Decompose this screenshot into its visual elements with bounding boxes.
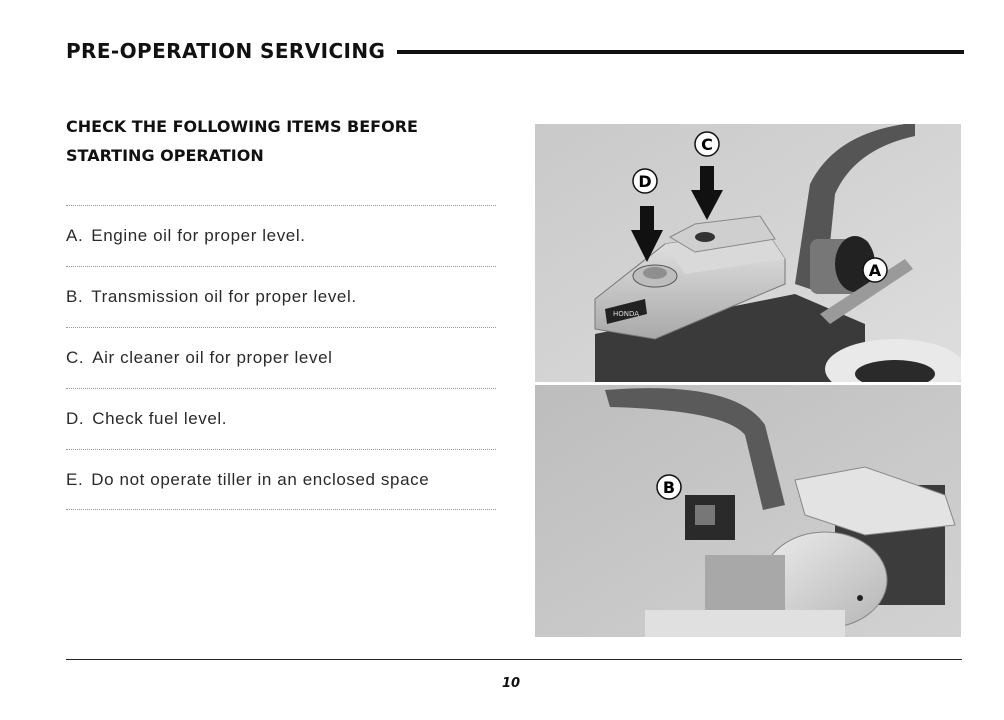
item-letter: D. [66, 409, 85, 428]
callout-c-label: C [701, 135, 713, 154]
item-letter: C. [66, 348, 85, 367]
page-number: 10 [501, 676, 521, 691]
oil-cap-shape [695, 232, 715, 242]
item-text: Do not operate tiller in an enclosed space [91, 469, 430, 489]
engine-top-photo [535, 124, 961, 382]
item-text: Transmission oil for proper level. [91, 287, 357, 306]
title-rule [397, 50, 964, 54]
item-text: Check fuel level. [92, 409, 228, 428]
brand-label: HONDA [613, 310, 640, 318]
callout-b-label: B [662, 478, 676, 497]
checklist-item [66, 327, 496, 388]
tiller-side-photo [535, 385, 961, 637]
section-heading-line-2: STARTING OPERATION [66, 146, 264, 165]
checklist [66, 205, 496, 510]
checklist-item [66, 205, 496, 266]
callout-a-label: A [868, 261, 882, 280]
item-letter: A. [66, 226, 84, 245]
item-text: Engine oil for proper level. [91, 226, 306, 245]
page-header [66, 36, 964, 66]
arrow-c-shaft [700, 166, 714, 192]
item-text: Air cleaner oil for proper level [92, 348, 333, 367]
tiller-side-illustration [535, 385, 961, 637]
footer-rule [66, 659, 962, 660]
engine-top-illustration [535, 124, 961, 382]
arrow-d-shaft [640, 206, 654, 232]
checklist-item [66, 266, 496, 327]
section-heading [66, 112, 486, 170]
callout-d-label: D [638, 172, 652, 191]
item-letter: B. [66, 287, 84, 306]
section-heading-line-1: CHECK THE FOLLOWING ITEMS BEFORE [66, 117, 418, 136]
checklist-item [66, 388, 496, 449]
page-title: PRE-OPERATION SERVICING [66, 39, 386, 63]
checklist-item [66, 449, 496, 510]
item-letter: E. [66, 469, 84, 489]
